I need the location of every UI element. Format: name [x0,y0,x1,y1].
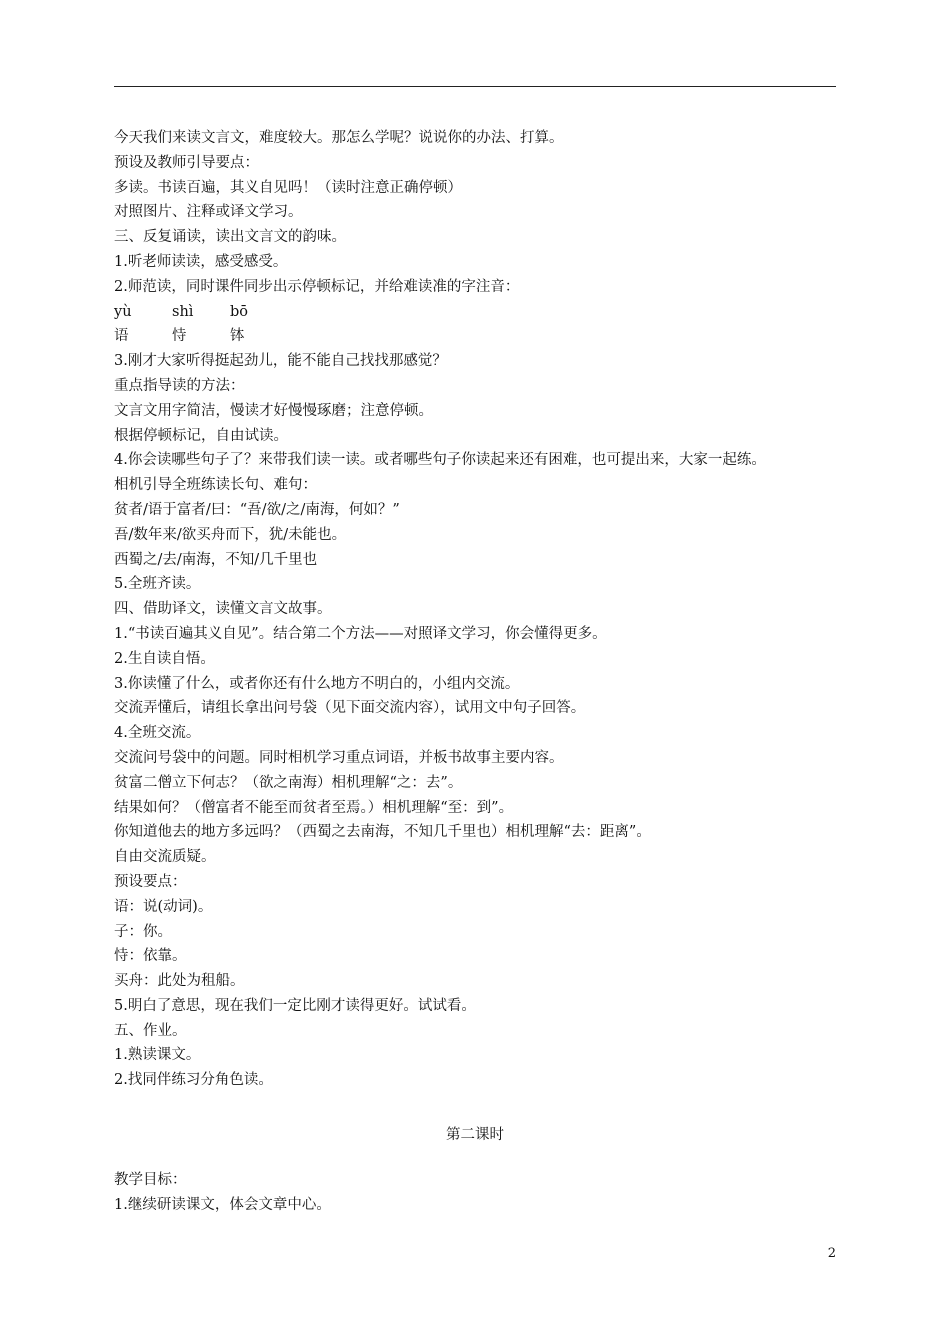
text-line: 子：你。 [114,923,172,940]
text-line: 4.全班交流。 [114,725,201,742]
text-line: 2.师范读，同时课件同步出示停顿标记，并给难读准的字注音： [114,278,520,295]
text-line: 四、借助译文，读懂文言文故事。 [114,601,332,618]
text-line: 对照图片、注释或译文学习。 [114,204,303,221]
text-line: 交流弄懂后，请组长拿出问号袋（见下面交流内容），试用文中句子回答。 [114,700,586,717]
text-line: 1.听老师读读，感受感受。 [114,253,288,270]
text-line: 重点指导读的方法： [114,377,245,394]
document-body-continued [114,1168,874,1218]
pinyin-shi: shì [172,303,194,320]
text-line: 五、作业。 [114,1022,187,1039]
page-number: 2 [827,1246,836,1261]
text-line: 今天我们来读文言文，难度较大。那怎么学呢？说说你的办法、打算。 [114,130,564,146]
text-line: 买舟：此处为租船。 [114,973,245,990]
text-line: 5.明白了意思，现在我们一定比刚才读得更好。试试看。 [114,997,476,1014]
text-line: 5.全班齐读。 [114,576,201,593]
text-line: 交流问号袋中的问题。同时相机学习重点词语，并板书故事主要内容。 [114,749,564,766]
text-line: 4.你会读哪些句子了？来带我们读一读。或者哪些句子你读起来还有困难，也可提出来，大家一起练。 [114,452,766,469]
character-row [114,324,874,349]
text-line: 预设要点： [114,873,187,890]
text-line: 恃：依靠。 [114,948,187,965]
text-line: 三、反复诵读，读出文言文的韵味。 [114,229,346,246]
char-shi: 恃 [172,328,187,345]
pinyin-bo: bō [230,303,249,320]
pinyin-yu: yù [114,303,132,320]
text-line: 1.“书读百遍其义自见”。结合第二个方法——对照译文学习，你会懂得更多。 [114,625,607,642]
text-line: 2.找同伴练习分角色读。 [114,1072,273,1089]
text-line: 3.你读懂了什么，或者你还有什么地方不明白的，小组内交流。 [114,675,520,692]
text-line: 吾/数年来/欲买舟而下，犹/未能也。 [114,526,347,543]
text-line: 西蜀之/去/南海，不知/几千里也 [114,551,318,568]
text-line: 根据停顿标记，自由试读。 [114,427,288,444]
text-line: 你知道他去的地方多远吗？（西蜀之去南海，不知几千里也）相机理解“去：距离”。 [114,824,651,841]
char-bo: 钵 [230,328,245,345]
text-line: 1.熟读课文。 [114,1047,201,1064]
pinyin-row [114,300,874,325]
text-line: 贫者/语于富者/曰：“吾/欲/之/南海，何如？” [114,501,400,518]
document-body [114,126,874,1093]
header-rule [114,86,836,87]
text-line: 1.继续研读课文，体会文章中心。 [114,1196,331,1213]
text-line: 多读。书读百遍，其义自见吗！（读时注意正确停顿） [114,179,462,196]
text-line: 语：说(动词)。 [114,898,213,915]
text-line: 自由交流质疑。 [114,849,216,866]
text-line: 2.生自读自悟。 [114,650,215,667]
text-line: 贫富二僧立下何志？（欲之南海）相机理解“之：去”。 [114,774,463,791]
section-title: 第二课时 [446,1127,504,1143]
char-yu: 语 [114,328,129,345]
text-line: 相机引导全班练读长句、难句： [114,477,317,494]
text-line: 3.刚才大家听得挺起劲儿，能不能自己找找那感觉？ [114,353,447,370]
text-line: 教学目标： [114,1172,187,1188]
text-line: 结果如何？（僧富者不能至而贫者至焉。）相机理解“至：到”。 [114,799,514,816]
text-line: 文言文用字简洁，慢读才好慢慢琢磨；注意停顿。 [114,402,433,419]
text-line: 预设及教师引导要点： [114,154,259,171]
